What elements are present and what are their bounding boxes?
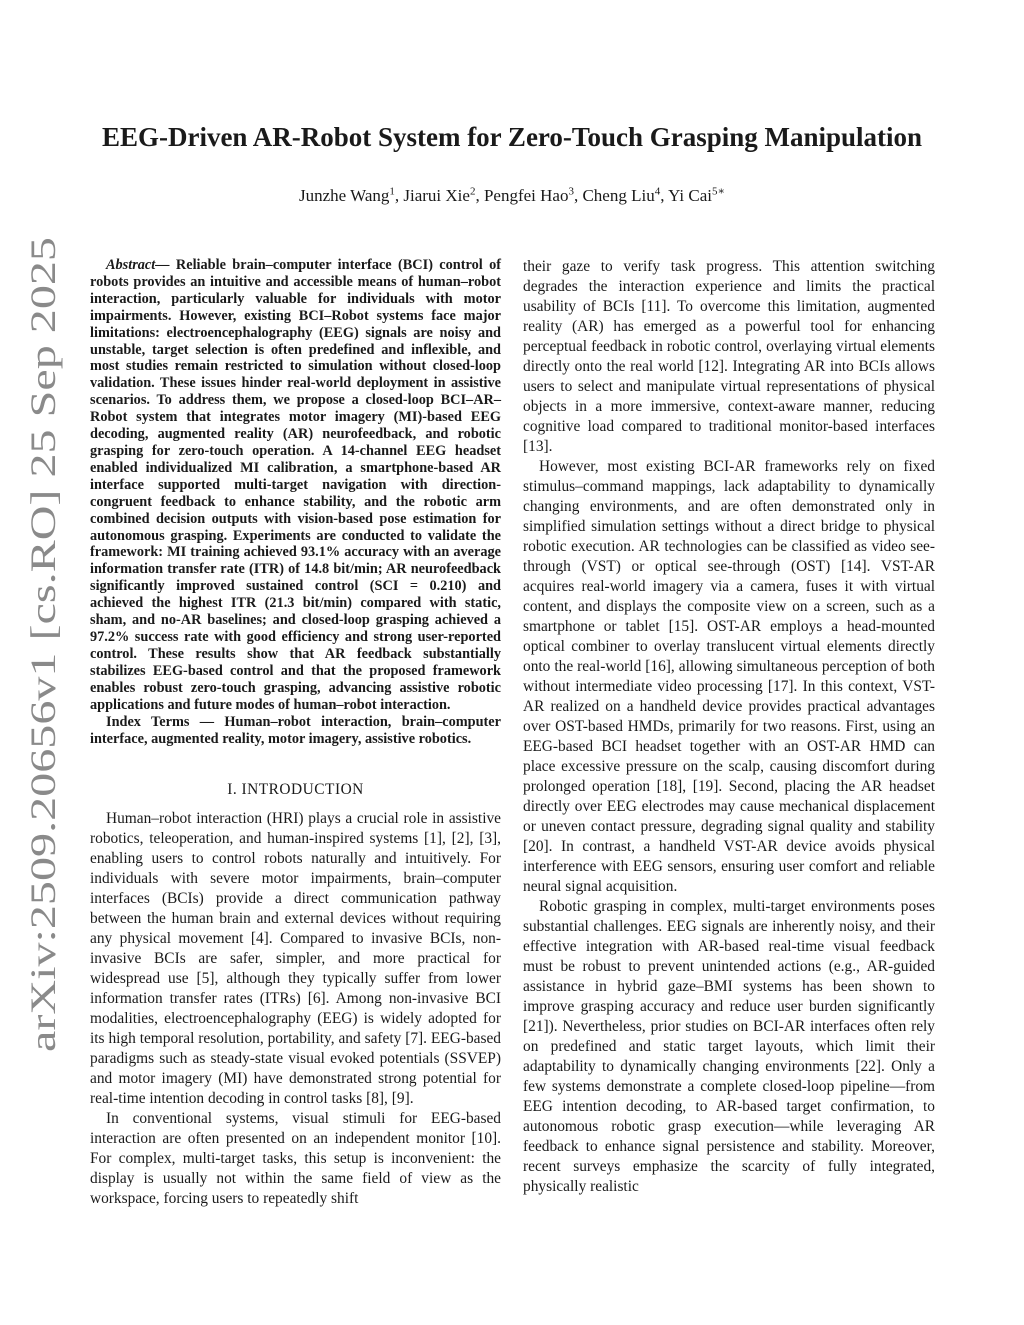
paragraph: Robotic grasping in complex, multi-target environments poses substantial challenges. EEG signals are inherently noisy, and their effective integration with AR-based real-time visual feedback must be robust to prevent unintended actions (e.g., AR-guided assistance in hybrid gaze–BMI systems has been shown to improve grasping accuracy and reduce user burden significantly [21]). Nevertheless, prior studies on BCI-AR interfaces often rely on predefined and static target layouts, which limit their adaptability to dynamically changing environments [22]. Only a few systems demonstrate a complete closed-loop pipeline—from EEG intention decoding, to AR-based target confirmation, to autonomous robotic grasp execution—while leveraging AR feedback to enhance signal persistence and stability. Moreover, recent surveys emphasize the scarcity of fully integrated, physically realistic <box>523 898 935 1195</box>
paragraph: their gaze to verify task progress. This attention switching degrades the interaction experience and limits the practical usability of BCIs [11]. To overcome this limitation, augmented reality (AR) has emerged as a powerful tool for enhancing perceptual feedback in robotic control, overlaying virtual elements directly onto the real world [12]. Integrating AR into BCIs allows users to select and manipulate virtual representations of physical objects in a more immersive, context-aware manner, reducing cognitive load compared to traditional monitor-based interfaces [13]. <box>523 258 935 455</box>
section-heading: I. INTRODUCTION <box>227 781 364 799</box>
author: Pengfei Hao$^3$, <box>483 185 583 205</box>
abstract <box>90 257 501 713</box>
right-column <box>523 257 935 1197</box>
paper-title: EEG-Driven AR-Robot System for Zero-Touch Grasping Manipulation <box>101 122 923 152</box>
abstract-text: Reliable brain–computer interface (BCI) control of robots provides an intuitive and accessible means of human–robot interaction, particularly valuable for individuals with motor impairments. However, existing BCI–Robot systems face major limitations: electroencephalography (EEG) signals are noisy and unstable, target selection is often predefined and inflexible, and most studies remain restricted to simulation without closed-loop validation. These issues hinder real-world deployment in assistive scenarios. To address them, we propose a closed-loop BCI–AR–Robot system that integrates motor imagery (MI)-based EEG decoding, augmented reality (AR) neurofeedback, and robotic grasping for zero-touch operation. A 14-channel EEG headset enabled individualized MI calibration, a smartphone-based AR interface supported multi-target navigation with direction-congruent feedback to enhance stability, and the robotic arm combined decision outputs with vision-based pose estimation for autonomous grasping. Experiments are conducted to validate the framework: MI training achieved 93.1% accuracy with an average information transfer rate (ITR) of 14.8 bit/min; AR neurofeedback significantly improved sustained control (SCI = 0.210) and achieved the highest ITR (21.3 bit/min) compared with static, sham, and no-AR baselines; and closed-loop grasping achieved a 97.2% success rate with good efficiency and strong user-reported control. These results show that AR feedback substantially stabilizes EEG-based control and that the proposed framework enables robust zero-touch grasping, advancing assistive robotic applications and future modes of human–robot interaction. <box>90 257 501 713</box>
author: Junzhe Wang$^1$, <box>298 185 404 205</box>
paragraph: Human–robot interaction (HRI) plays a crucial role in assistive robotics, teleoperation, and human-inspired systems [1], [2], [3], enabling users to control robots naturally and intuitively. For individuals with severe motor impairments, brain–computer interfaces (BCIs) provide a direct communication pathway between the human brain and external devices without requiring any physical movement [4]. Compared to invasive BCIs, non-invasive BCIs are safer, simpler, and more practical for widespread use [5], although they typically suffer from lower information transfer rates (ITRs) [6]. Among non-invasive BCI modalities, electroencephalography (EEG) is widely adopted for its high temporal resolution, portability, and safety [7]. EEG-based paradigms such as steady-state visual evoked potentials (SSVEP) and motor imagery (MI) have demonstrated strong potential for real-time intention decoding in control tasks [8], [9]. <box>90 810 501 1108</box>
paragraph: In conventional systems, visual stimuli for EEG-based interaction are often presented on an independent monitor [10]. For complex, multi-target tasks, this setup is inconvenient: the display is usually not within the same field of view as the workspace, forcing users to repeatedly shift <box>90 1110 501 1208</box>
index-terms: Index Terms — Human–robot interaction, brain–computer interface, augmented reality, motor imagery, assistive robotics. <box>90 714 501 748</box>
arxiv-identifier-text: arXiv:2509.20656v1 [cs.RO] 25 Sep 2025 <box>23 442 63 1052</box>
author-list <box>0 184 1024 206</box>
abstract-label: Abstract— <box>106 257 170 273</box>
paragraph: However, most existing BCI-AR frameworks rely on fixed stimulus–command mappings, lack adaptability to dynamically changing environments, and are often demonstrated only in simplified simulation settings without a direct bridge to physical robotic execution. AR technologies can be classified as video see-through (VST) or optical see-through (OST) [14]. VST-AR acquires real-world imagery via a camera, fuses it with virtual content, and displays the composite view on a screen, such as a smartphone or tablet [15]. OST-AR employs a head-mounted optical combiner to overlay translucent virtual elements directly onto the real-world [16], allowing simultaneous perception of both without intermediate video processing [17]. In this context, VST-AR realized on a handheld device provides practical advantages over OST-based HMDs, primarily for two reasons. First, using an EEG-based BCI headset together with an OST-AR HMD can place excessive pressure on the scalp, causing discomfort during prolonged operation [18], [19]. Second, placing the AR headset directly over EEG electrodes may cause mechanical displacement or uneven contact pressure, degrading signal quality and stability [20]. In contrast, a handheld VST-AR device avoids physical interference with EEG sensors, ensuring user comfort and reliable neural signal acquisition. <box>523 458 935 895</box>
author: Jiarui Xie$^2$, <box>403 185 484 205</box>
author: Cheng Liu$^4$, <box>582 185 669 205</box>
left-column <box>90 257 501 1209</box>
arxiv-identifier <box>12 230 70 1060</box>
author: Yi Cai$^{5∗}$ <box>668 185 725 205</box>
